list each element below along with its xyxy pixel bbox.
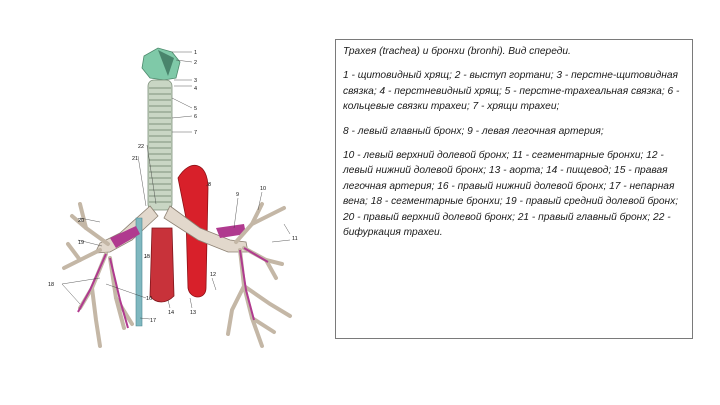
caption-paragraph-3: 10 - левый верхний долевой бронх; 11 - сегментарные бронхи; 12 - левый нижний долевой бронх; 13 - аорта; 14 - пищевод; 15 - правая легочная артерия; 16 - правый нижний долевой бронх; 17 - непарная вена; 18 - сегментарные бронхи; 19 - правый средний долевой бронх; 20 - правый верхний долевой бронх; 21 - правый главный бронх; 22 - бифуркация трахеи. bbox=[343, 150, 679, 239]
label-21: 21 bbox=[132, 156, 139, 162]
label-18: 18 bbox=[48, 282, 55, 288]
label-7: 7 bbox=[194, 130, 198, 136]
right-bronchial-tree bbox=[64, 204, 132, 346]
caption-paragraph-2: 8 - левый главный бронх; 9 - левая легочная артерия; bbox=[343, 125, 604, 137]
label-10: 10 bbox=[260, 186, 267, 192]
anatomy-drawing bbox=[40, 28, 320, 368]
label-12: 12 bbox=[210, 272, 217, 278]
caption-box bbox=[335, 39, 693, 339]
label-14: 14 bbox=[168, 310, 175, 316]
label-11: 11 bbox=[292, 236, 298, 242]
caption-title: Трахея (trachea) и бронхи (bronhi). Вид спереди. bbox=[343, 46, 571, 57]
label-17: 17 bbox=[150, 318, 157, 324]
label-9: 9 bbox=[236, 192, 240, 198]
label-16: 16 bbox=[146, 296, 153, 302]
trachea-bronchi-illustration bbox=[40, 28, 320, 368]
esophagus-shape bbox=[150, 228, 174, 302]
label-20: 20 bbox=[78, 218, 85, 224]
label-2: 2 bbox=[194, 60, 198, 66]
label-13: 13 bbox=[190, 310, 197, 316]
label-8: 8 bbox=[208, 182, 212, 188]
label-4: 4 bbox=[194, 86, 198, 92]
label-22: 22 bbox=[138, 144, 145, 150]
label-1: 1 bbox=[194, 50, 198, 56]
label-3: 3 bbox=[194, 78, 198, 84]
caption-paragraph-1: 1 - щитовидный хрящ; 2 - выступ гортани; 3 - перстне-щитовидная связка; 4 - перстневидный хрящ; 5 - перстне-трахеальная связка; 6 - кольцевые связки трахеи; 7 - хрящи трахеи; bbox=[343, 70, 680, 113]
label-15: 15 bbox=[144, 254, 151, 260]
right-main-bronchus-shape bbox=[95, 206, 158, 253]
label-19: 19 bbox=[78, 240, 85, 246]
label-5: 5 bbox=[194, 106, 198, 112]
label-6: 6 bbox=[194, 114, 198, 120]
